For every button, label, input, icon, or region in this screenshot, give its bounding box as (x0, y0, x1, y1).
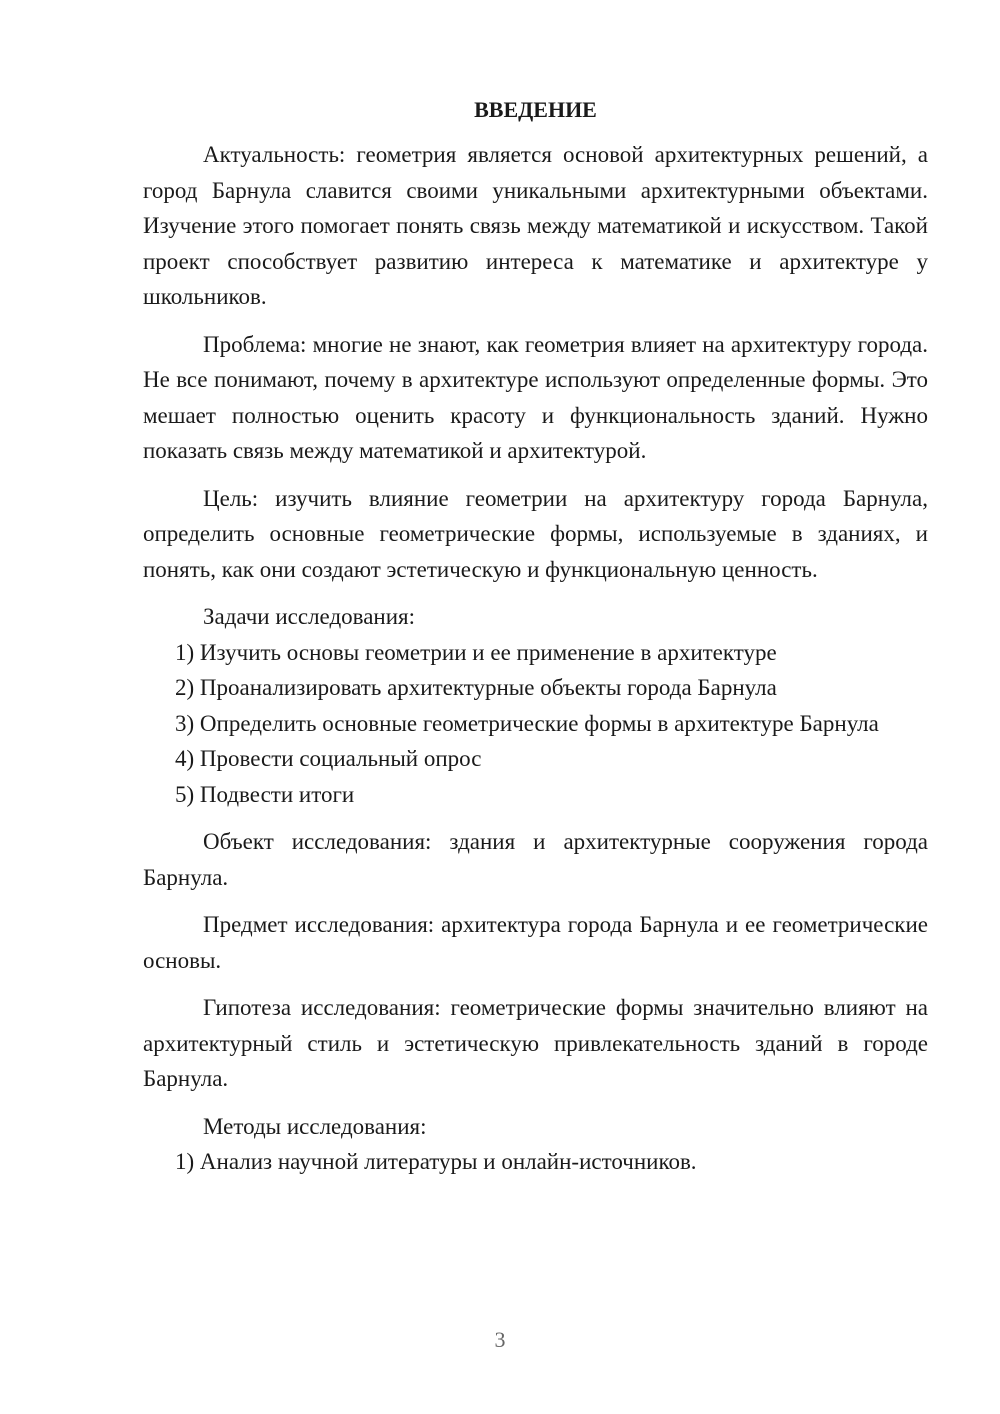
methods-list (143, 1144, 928, 1180)
task-item: 1) Изучить основы геометрии и ее применение в архитектуре (175, 639, 777, 665)
tasks-heading: Задачи исследования: (203, 604, 416, 629)
task-item: 3) Определить основные геометрические формы в архитектуре Барнула (175, 710, 879, 736)
section-title: ВВЕДЕНИЕ (474, 97, 597, 122)
paragraph-subject: Предмет исследования: архитектура города Барнула и ее геометрические основы. (143, 912, 928, 973)
document-page (143, 92, 928, 1180)
task-item: 4) Провести социальный опрос (175, 746, 482, 771)
paragraph-object: Объект исследования: здания и архитектурные сооружения города Барнула. (143, 829, 928, 890)
method-item: 1) Анализ научной литературы и онлайн-источников. (175, 1149, 697, 1174)
paragraph-goal: Цель: изучить влияние геометрии на архитектуру города Барнула, определить основные геометрические формы, используемые в зданиях, и понять, как они создают эстетическую и функциональную ценность. (143, 485, 928, 582)
task-item: 2) Проанализировать архитектурные объекты города Барнула (175, 675, 777, 700)
methods-heading: Методы исследования: (203, 1113, 427, 1139)
paragraph-problem: Проблема: многие не знают, как геометрия влияет на архитектуру города. Не все понимают, почему в архитектуре используют определенные формы. Это мешает полностью оценить красоту и функциональность зданий. Нужно показать связь между математикой и архитектурой. (143, 331, 928, 463)
paragraph-hypothesis: Гипотеза исследования: геометрические формы значительно влияют на архитектурный стиль и эстетическую привлекательность зданий в городе Барнула. (143, 995, 928, 1091)
task-item: 5) Подвести итоги (175, 781, 355, 807)
tasks-list (143, 635, 928, 813)
page-number: 3 (494, 1327, 506, 1352)
paragraph-relevance: Актуальность: геометрия является основой архитектурных решений, а город Барнула славится своими уникальными архитектурными объектами. Изучение этого помогает понять связь между математикой и искусством. Такой проект способствует развитию интереса к математике и архитектуре у школьников. (143, 142, 928, 309)
